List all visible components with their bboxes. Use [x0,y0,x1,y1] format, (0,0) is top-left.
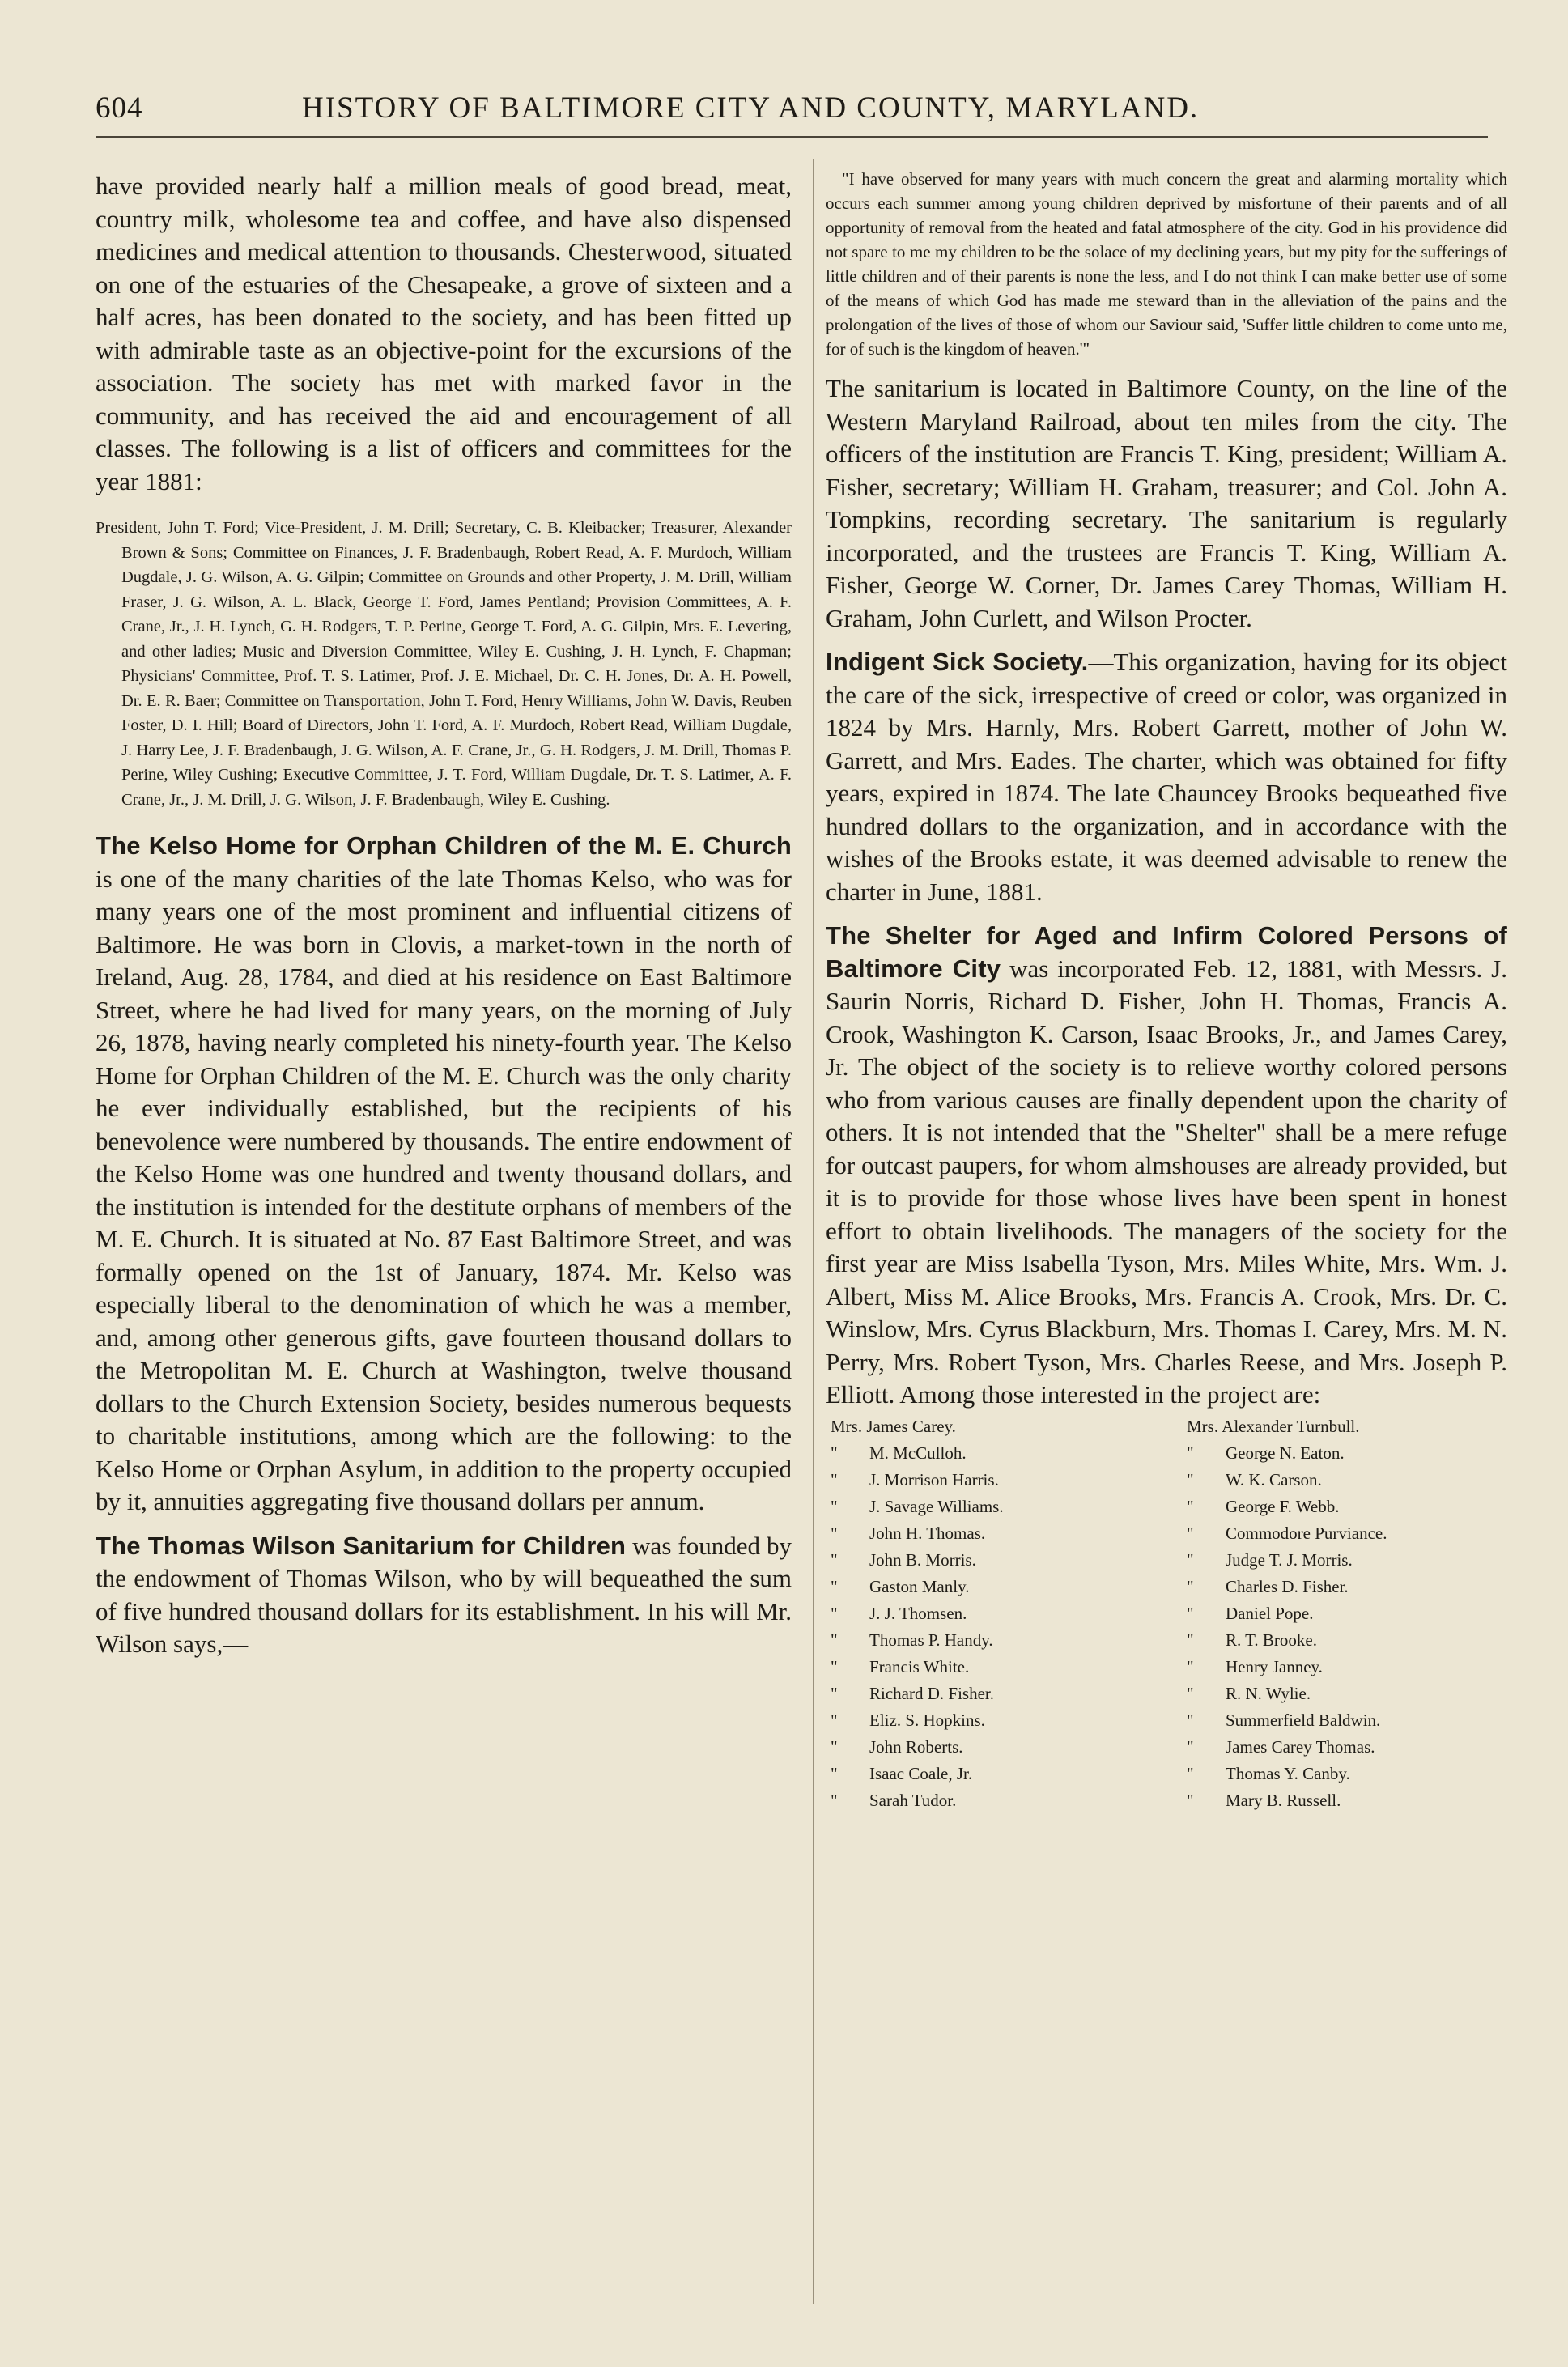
list-item-name: M. McCulloh. [869,1443,967,1463]
list-item-name: George F. Webb. [1226,1496,1340,1516]
list-item-name: R. T. Brooke. [1226,1630,1317,1650]
ditto-mark: " [1187,1469,1194,1489]
page-number: 604 [96,91,143,125]
list-item-name: John Roberts. [869,1736,963,1757]
list-item-name: Richard D. Fisher. [869,1683,994,1703]
list-item [826,1761,1182,1787]
intro-paragraph: have provided nearly half a million meals of good bread, meat, country milk, wholesome tea and coffee, and have also dispensed medicines and medical attention to thousands. Chesterwood, situated on one of the estuaries of the Chesapeake, a grove of sixteen and a half acres, has been donated to the society, and has been fitted up with admirable taste as an objective-point for the excursions of the association. The society has met with marked favor in the community, and has received the aid and encouragement of all classes. The following is a list of officers and committees for the year 1881: [96,172,792,495]
shelter-paragraph [826,920,1507,1412]
ditto-mark: " [831,1496,838,1516]
list-item-name: John B. Morris. [869,1549,976,1570]
ditto-mark: " [831,1736,838,1757]
running-header [96,86,1488,134]
ditto-mark: " [1187,1523,1194,1543]
list-item [1182,1440,1506,1467]
column-divider [813,159,814,2304]
list-item [1182,1787,1506,1814]
ditto-mark: " [831,1630,838,1650]
list-item [1182,1600,1506,1627]
interested-list-left [826,1413,1182,1814]
ditto-mark: " [1187,1603,1194,1623]
list-item [826,1734,1182,1761]
list-item-name: Isaac Coale, Jr. [869,1763,973,1783]
header-rule [96,136,1488,138]
list-item-name: Thomas P. Handy. [869,1630,993,1650]
list-item [826,1467,1182,1494]
indigent-text: —This organization, having for its object the care of the sick, irrespective of creed or color, was organized in 1824 by Mrs. Harnly, Mrs. Robert Garrett, mother of John W. Garrett, and Mrs. Eades. The charter, which was obtained for fifty years, expired in 1874. The late Chauncey Brooks bequeathed five hundred dollars to the organization, and in accordance with the wishes of the Brooks estate, it was deemed advisable to renew the charter in June, 1881. [826,648,1507,906]
officers-list: President, John T. Ford; Vice-President, J. M. Drill; Secretary, C. B. Kleibacker; Treasurer, Alexander Brown & Sons; Committee on Finances, J. F. Bradenbaugh, Robert Read, A. F. Murdoch, William Dugdale, J. G. Wilson, A. G. Gilpin; Committee on Grounds and other Property, J. M. Drill, William Fraser, J. G. Wilson, A. L. Black, George T. Ford, James Pentland; Provision Committees, A. F. Crane, Jr., J. H. Lynch, G. H. Rodgers, T. P. Perine, George T. Ford, A. G. Gilpin, Mrs. E. Levering, and other ladies; Music and Diversion Committee, Wiley E. Cushing, J. H. Lynch, F. Chapman; Physicians' Committee, Prof. T. S. Latimer, Prof. J. E. Michael, Dr. C. H. Jones, Dr. A. H. Powell, Dr. E. R. Baer; Committee on Transportation, John T. Ford, Henry Williams, John W. Davis, Reuben Foster, D. I. Hill; Board of Directors, John T. Ford, A. F. Murdoch, Robert Read, William Dugdale, J. Harry Lee, J. F. Bradenbaugh, J. G. Wilson, A. F. Crane, Jr., G. H. Rodgers, J. M. Drill, Thomas P. Perine, Wiley Cushing; Executive Committee, J. T. Ford, William Dugdale, Dr. T. S. Latimer, A. F. Crane, Jr., J. M. Drill, J. G. Wilson, J. F. Bradenbaugh, Wiley E. Cushing. [96,519,792,809]
list-item-name: J. Morrison Harris. [869,1469,999,1489]
list-item-name: W. K. Carson. [1226,1469,1322,1489]
ditto-mark: " [1187,1656,1194,1676]
ditto-mark: " [1187,1630,1194,1650]
running-title: HISTORY OF BALTIMORE CITY AND COUNTY, MARYLAND. [302,91,1200,125]
left-column [96,170,792,1661]
wilson-heading: The Thomas Wilson Sanitarium for Children [96,1531,627,1560]
list-item [1182,1547,1506,1574]
indigent-heading: Indigent Sick Society. [826,648,1089,676]
ditto-mark: " [831,1790,838,1810]
ditto-mark: " [1187,1576,1194,1596]
ditto-mark: " [831,1763,838,1783]
list-item-name: Mary B. Russell. [1226,1790,1341,1810]
list-item [826,1600,1182,1627]
list-item [1182,1520,1506,1547]
list-item [1182,1681,1506,1707]
list-item-name: Gaston Manly. [869,1576,970,1596]
list-item-name: Sarah Tudor. [869,1790,957,1810]
kelso-heading: The Kelso Home for Orphan Children of the M. E. Church [96,831,792,860]
ditto-mark: " [1187,1763,1194,1783]
kelso-text: is one of the many charities of the late Thomas Kelso, who was for many years one of the most prominent and influential citizens of Baltimore. He was born in Clovis, a market-town in the north of Ireland, Aug. 28, 1784, and died at his residence on East Baltimore Street, where he had lived for many years, on the morning of July 26, 1878, having nearly completed his ninety-fourth year. The Kelso Home for Orphan Children of the M. E. Church was the only charity he ever individually established, but the recipients of his benevolence were numbered by thousands. The entire endowment of the Kelso Home was one hundred and twenty thousand dollars, and the institution is intended for the destitute orphans of members of the M. E. Church. It is situated at No. 87 East Baltimore Street, and was formally opened on the 1st of January, 1874. Mr. Kelso was especially liberal to the denomination of which he was a member, and, among other generous gifts, gave fourteen thousand dollars to the Metropolitan M. E. Church at Washington, twelve thousand dollars to the Church Extension Society, besides numerous bequests to charitable institutions, among which are the following: to the Kelso Home or Orphan Asylum, in addition to the property occupied by it, annuities aggregating five thousand dollars per annum. [96,864,792,1515]
right-column [826,167,1507,1814]
kelso-paragraph [96,830,792,1519]
list-item-name: James Carey Thomas. [1226,1736,1375,1757]
list-item [1182,1654,1506,1681]
ditto-mark: " [831,1710,838,1730]
list-item-name: Commodore Purviance. [1226,1523,1387,1543]
list-item-name: Daniel Pope. [1226,1603,1314,1623]
list-item-name: J. J. Thomsen. [869,1603,967,1623]
sanitarium-paragraph: The sanitarium is located in Baltimore County, on the line of the Western Maryland Railroad, about ten miles from the city. The officers of the institution are Francis T. King, president; William A. Fisher, secretary; William H. Graham, treasurer; and Col. John A. Tompkins, recording secretary. The sanitarium is regularly incorporated, and the trustees are Francis T. King, William A. Fisher, George W. Corner, Dr. James Carey Thomas, William H. Graham, John Curlett, and Wilson Procter. [826,374,1507,632]
wilson-paragraph [96,1530,792,1661]
list-item-name: Francis White. [869,1656,970,1676]
list-item-name: Summerfield Baldwin. [1226,1710,1381,1730]
list-item-name: Charles D. Fisher. [1226,1576,1349,1596]
list-item [826,1574,1182,1600]
ditto-mark: " [831,1469,838,1489]
list-item [1182,1467,1506,1494]
list-item [826,1654,1182,1681]
ditto-mark: " [831,1523,838,1543]
ditto-mark: " [1187,1683,1194,1703]
list-item [826,1520,1182,1547]
list-item [1182,1761,1506,1787]
list-item [826,1627,1182,1654]
ditto-mark: " [1187,1496,1194,1516]
ditto-mark: " [1187,1710,1194,1730]
ditto-mark: " [1187,1549,1194,1570]
interested-persons-list [826,1413,1507,1814]
list-item [826,1707,1182,1734]
shelter-text: was incorporated Feb. 12, 1881, with Messrs. J. Saurin Norris, Richard D. Fisher, John H. Thomas, Francis A. Crook, Washington K. Carson, Isaac Brooks, Jr., and James Carey, Jr. The object of the society is to relieve worthy colored persons who from various causes are finally dependent upon the charity of others. It is not intended that the "Shelter" shall be a mere refuge for outcast paupers, for whom almshouses are already provided, but it is to provide for those whose lives have been spent in honest effort to obtain livelihoods. The managers of the society for the first year are Miss Isabella Tyson, Mrs. Miles White, Mrs. Wm. J. Albert, Miss M. Alice Brooks, Mrs. Francis A. Crook, Mrs. Dr. C. Winslow, Mrs. Cyrus Blackburn, Mrs. Thomas I. Carey, Mrs. M. N. Perry, Mrs. Robert Tyson, Mrs. Charles Reese, and Mrs. Joseph P. Elliott. Among those interested in the project are: [826,954,1507,1409]
list-item-name: Thomas Y. Canby. [1226,1763,1350,1783]
list-item [1182,1707,1506,1734]
list-item [1182,1574,1506,1600]
list-item [1182,1734,1506,1761]
list-item [826,1440,1182,1467]
ditto-mark: " [831,1656,838,1676]
ditto-mark: " [831,1549,838,1570]
list-item [1182,1494,1506,1520]
ditto-mark: " [831,1576,838,1596]
ditto-mark: " [831,1443,838,1463]
indigent-paragraph [826,646,1507,908]
ditto-mark: " [1187,1790,1194,1810]
list-item-name: George N. Eaton. [1226,1443,1345,1463]
list-item [826,1681,1182,1707]
list-item [826,1547,1182,1574]
list-item-name: Henry Janney. [1226,1656,1323,1676]
interested-list-right [1182,1413,1506,1814]
list-item-name: R. N. Wylie. [1226,1683,1311,1703]
list-item: Mrs. James Carey. [831,1416,956,1436]
list-item: Mrs. Alexander Turnbull. [1187,1416,1360,1436]
wilson-will-quote: "I have observed for many years with much concern the great and alarming mortality which occurs each summer among young children deprived by misfortune of their parents and of all opportunity of removal from the heated and fatal atmosphere of the city. God in his providence did not spare to me my children to be the solace of my declining years, but my pity for the sufferings of little children and of their parents is none the less, and I do not think I can make better use of some of the means of which God has made me steward than in the alleviation of the pains and the prolongation of the lives of those of whom our Saviour said, 'Suffer little children to come unto me, for of such is the kingdom of heaven.'" [826,169,1507,359]
ditto-mark: " [1187,1736,1194,1757]
list-item [1182,1627,1506,1654]
list-item [826,1494,1182,1520]
list-item-name: Eliz. S. Hopkins. [869,1710,985,1730]
shelter-heading: The Shelter for Aged and Infirm Colored Persons of Baltimore City [826,921,1507,983]
list-item-name: Judge T. J. Morris. [1226,1549,1353,1570]
list-item-name: John H. Thomas. [869,1523,986,1543]
ditto-mark: " [1187,1443,1194,1463]
list-item [826,1787,1182,1814]
ditto-mark: " [831,1683,838,1703]
wilson-text: was founded by the endowment of Thomas Wilson, who by will bequeathed the sum of five hundred thousand dollars for its establishment. In his will Mr. Wilson says,— [96,1531,792,1658]
ditto-mark: " [831,1603,838,1623]
list-item-name: J. Savage Williams. [869,1496,1004,1516]
